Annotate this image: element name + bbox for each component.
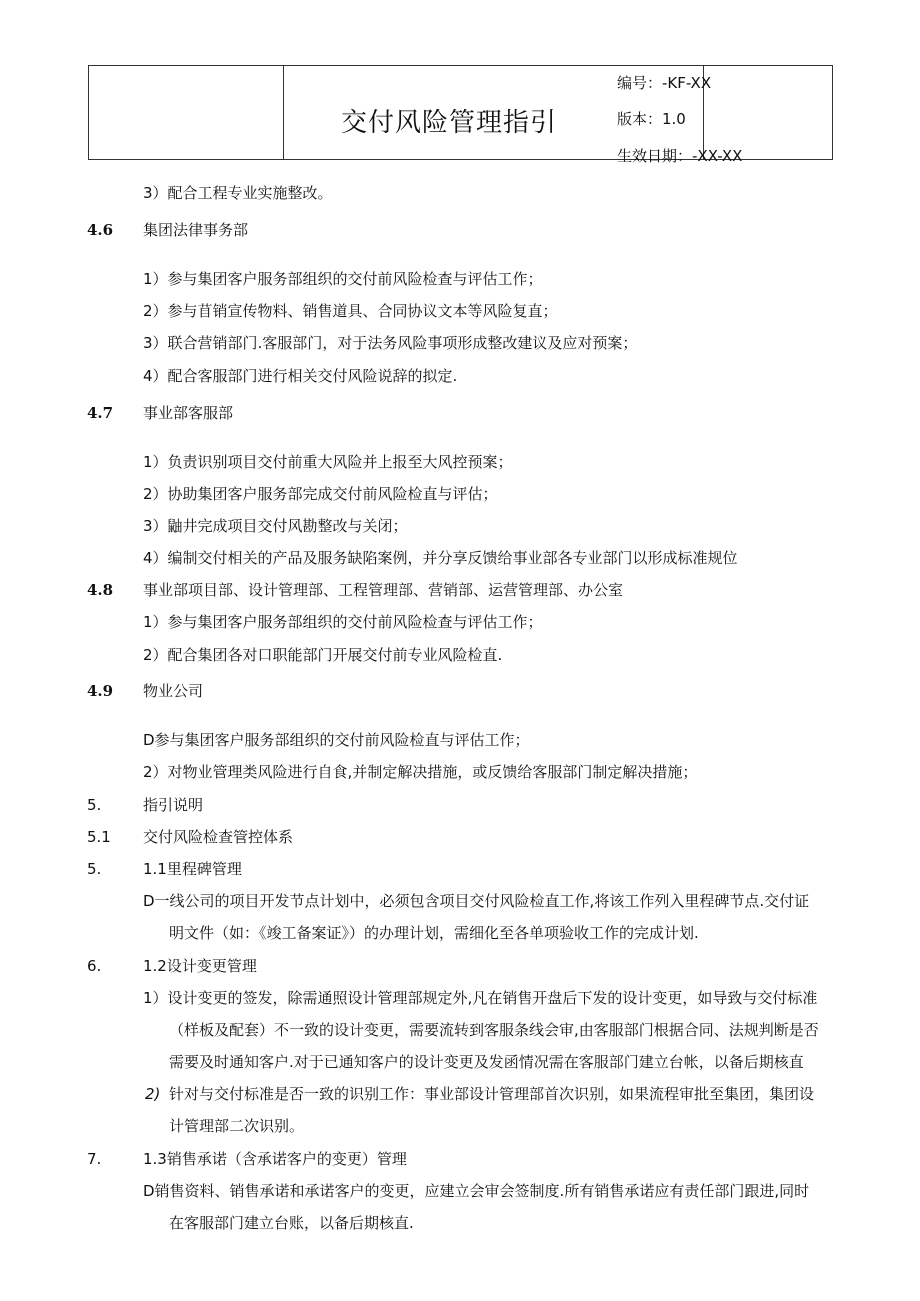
section-number: 4.8: [87, 581, 114, 599]
document-title: 交付风险管理指引: [341, 108, 558, 138]
document-effective-date: 生效日期：-XX-XX: [617, 147, 743, 165]
list-item: 4）编制交付相关的产品及服务缺陷案例，并分享反馈给事业部各专业部门以形成标准规位: [143, 549, 738, 567]
section-number: 5.: [87, 796, 102, 814]
section-number: 7.: [87, 1150, 102, 1168]
list-marker: 2): [145, 1085, 161, 1103]
list-item: D参与集团客户服务部组织的交付前风险检直与评估工作；: [143, 731, 530, 749]
paragraph-line: 针对与交付标准是否一致的识别工作：事业部设计管理部首次识别，如果流程审批至集团，集团设: [169, 1085, 815, 1103]
section-heading: 事业部项目部、设计管理部、工程管理部、营销部、运营管理部、办公室: [143, 581, 624, 599]
paragraph-line: 需要及时通知客户.对于已通知客户的设计变更及发函情况需在客服部门建立台帐，以备后期核直: [169, 1053, 804, 1071]
logo-cell: [89, 66, 284, 159]
section-heading: 物业公司: [143, 682, 204, 700]
section-heading: 事业部客服部: [143, 404, 234, 422]
list-item: 1）参与集团客户服务部组织的交付前风险检查与评估工作；: [143, 270, 543, 288]
section-heading: 集团法律事务部: [143, 221, 249, 239]
section-number: 6.: [87, 957, 102, 975]
document-version: 版本：1.0: [617, 110, 686, 128]
paragraph-line: 计管理部二次识别。: [169, 1117, 305, 1135]
document-code: 编号：-KF-XX: [617, 74, 712, 92]
paragraph-line: D一线公司的项目开发节点计划中，必须包含项目交付风险检直工作,将该工作列入里程碑节点.交付证: [143, 892, 810, 910]
paragraph-line: 在客服部门建立台账，以备后期核直.: [169, 1214, 414, 1232]
list-item: 3）联合营销部门.客服部门，对于法务风险事项形成整改建议及应对预案；: [143, 334, 638, 352]
section-number: 5.: [87, 860, 102, 878]
section-heading: 交付风险检查管控体系: [143, 828, 294, 846]
list-item: 2）协助集团客户服务部完成交付前风险检直与评估；: [143, 485, 498, 503]
list-item: 3）鼬井完成项目交付风勘整改与关闭；: [143, 517, 408, 535]
list-item: 1）负责识别项目交付前重大风险并上报至大风控预案；: [143, 453, 513, 471]
section-number: 4.7: [87, 404, 114, 422]
section-number: 4.9: [87, 682, 114, 700]
list-item: 2）对物业管理类风险进行自食,并制定解决措施，或反馈给客服部门制定解决措施；: [143, 763, 698, 781]
list-item: 2）参与苜销宣传物料、销售道具、合同协议文本等风险复直；: [143, 302, 558, 320]
list-item: 4）配合客服部门进行相关交付风险说辞的拟定.: [143, 367, 458, 385]
subsection-heading: 1.2设计变更管理: [143, 957, 257, 975]
list-item: 3）配合工程专业实施整改。: [143, 184, 333, 202]
paragraph-line: 1）设计变更的签发，除需通照设计管理部规定外,凡在销售开盘后下发的设计变更，如导致与交付标准: [143, 989, 818, 1007]
paragraph-line: 明文件（如：《竣工备案证》）的办理计划，需细化至各单项验收工作的完成计划.: [169, 924, 699, 942]
list-item: 2）配合集团各对口职能部门开展交付前专业风险检直.: [143, 646, 503, 664]
subsection-heading: 1.1里程碑管理: [143, 860, 242, 878]
section-number: 4.6: [87, 221, 114, 239]
list-item: 1）参与集团客户服务部组织的交付前风险检查与评估工作；: [143, 613, 543, 631]
document-header-table: [88, 65, 833, 165]
section-heading: 指引说明: [143, 796, 204, 814]
paragraph-line: （样板及配套）不一致的设计变更，需要流转到客服条线会审,由客服部门根据合同、法规判断是否: [169, 1021, 819, 1039]
paragraph-line: D销售资料、销售承诺和承诺客户的变更，应建立会审会签制度.所有销售承诺应有责任部门跟进,同时: [143, 1182, 810, 1200]
subsection-heading: 1.3销售承诺（含承诺客户的变更）管理: [143, 1150, 407, 1168]
section-number: 5.1: [87, 828, 111, 846]
